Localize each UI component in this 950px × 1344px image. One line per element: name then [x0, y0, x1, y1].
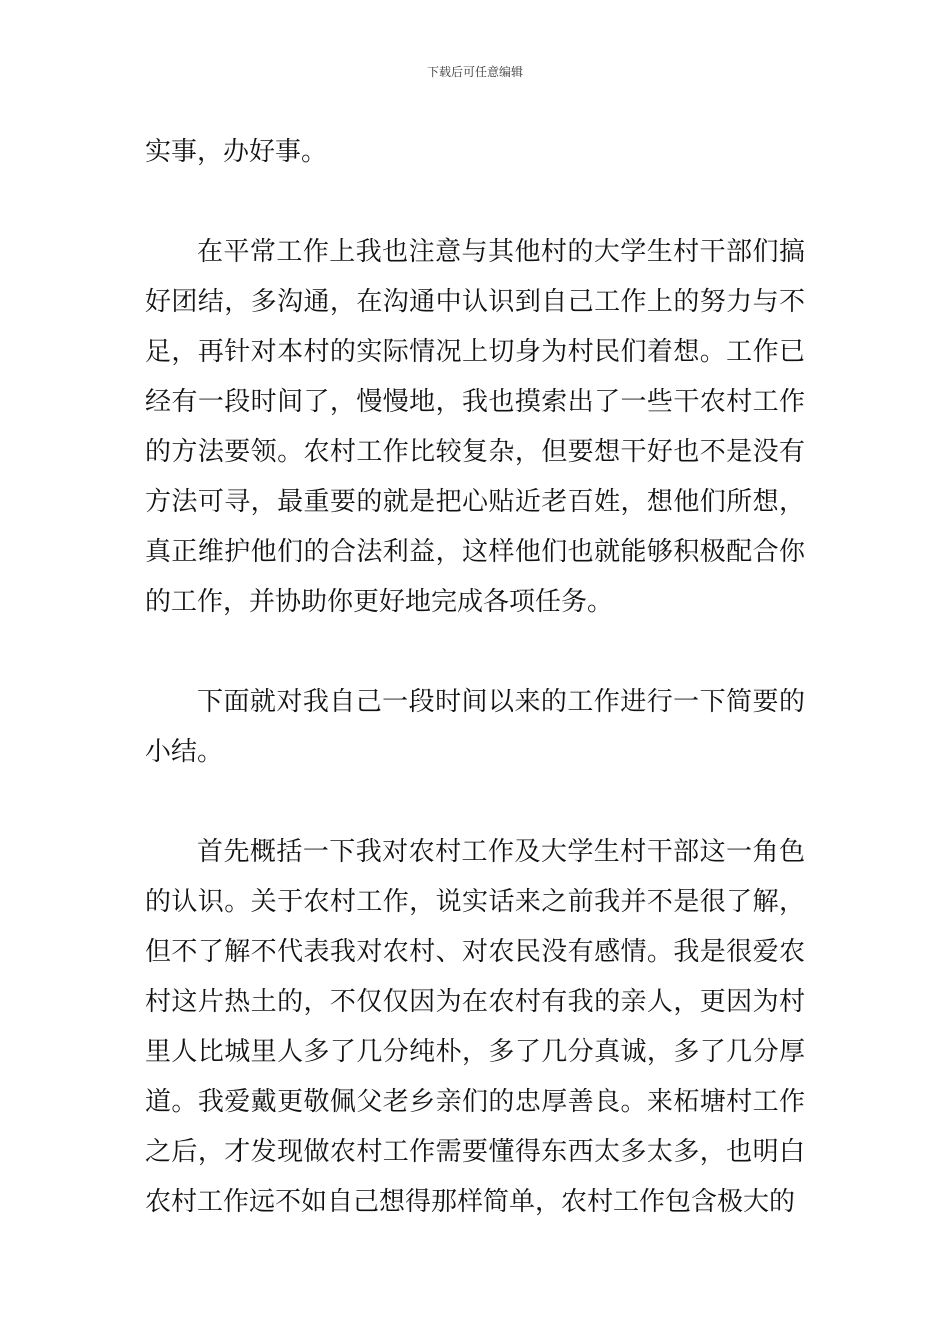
paragraph-summary-intro: 下面就对我自己一段时间以来的工作进行一下简要的小结。	[145, 687, 805, 767]
paragraph-teamwork: 在平常工作上我也注意与其他村的大学生村干部们搞好团结，多沟通，在沟通中认识到自己工作上的努力与不足，再针对本村的实际情况上切身为村民们着想。工作已经有一段时间了，慢慢地，我也摸索出了一些干农村工作的方法要领。农村工作比较复杂，但要想干好也不是没有方法可寻，最重要的就是把心贴近老百姓，想他们所想，真正维护他们的合法利益，这样他们也就能够积极配合你的工作，并协助你更好地完成各项任务。	[145, 237, 805, 617]
document-body	[145, 127, 805, 1227]
page-header: 下载后可任意编辑	[426, 65, 523, 79]
paragraph-continuation: 实事，办好事。	[145, 137, 328, 167]
paragraph-gap	[145, 627, 805, 677]
paragraph-gap	[145, 177, 805, 227]
paragraph-gap	[145, 777, 805, 827]
paragraph-understanding: 首先概括一下我对农村工作及大学生村干部这一角色的认识。关于农村工作，说实话来之前我并不是很了解，但不了解不代表我对农村、对农民没有感情。我是很爱农村这片热土的，不仅仅因为在农村有我的亲人，更因为村里人比城里人多了几分纯朴，多了几分真诚，多了几分厚道。我爱戴更敬佩父老乡亲们的忠厚善良。来柘塘村工作之后，才发现做农村工作需要懂得东西太多太多，也明白农村工作远不如自己想得那样简单，农村工作包含极大的	[145, 837, 805, 1217]
